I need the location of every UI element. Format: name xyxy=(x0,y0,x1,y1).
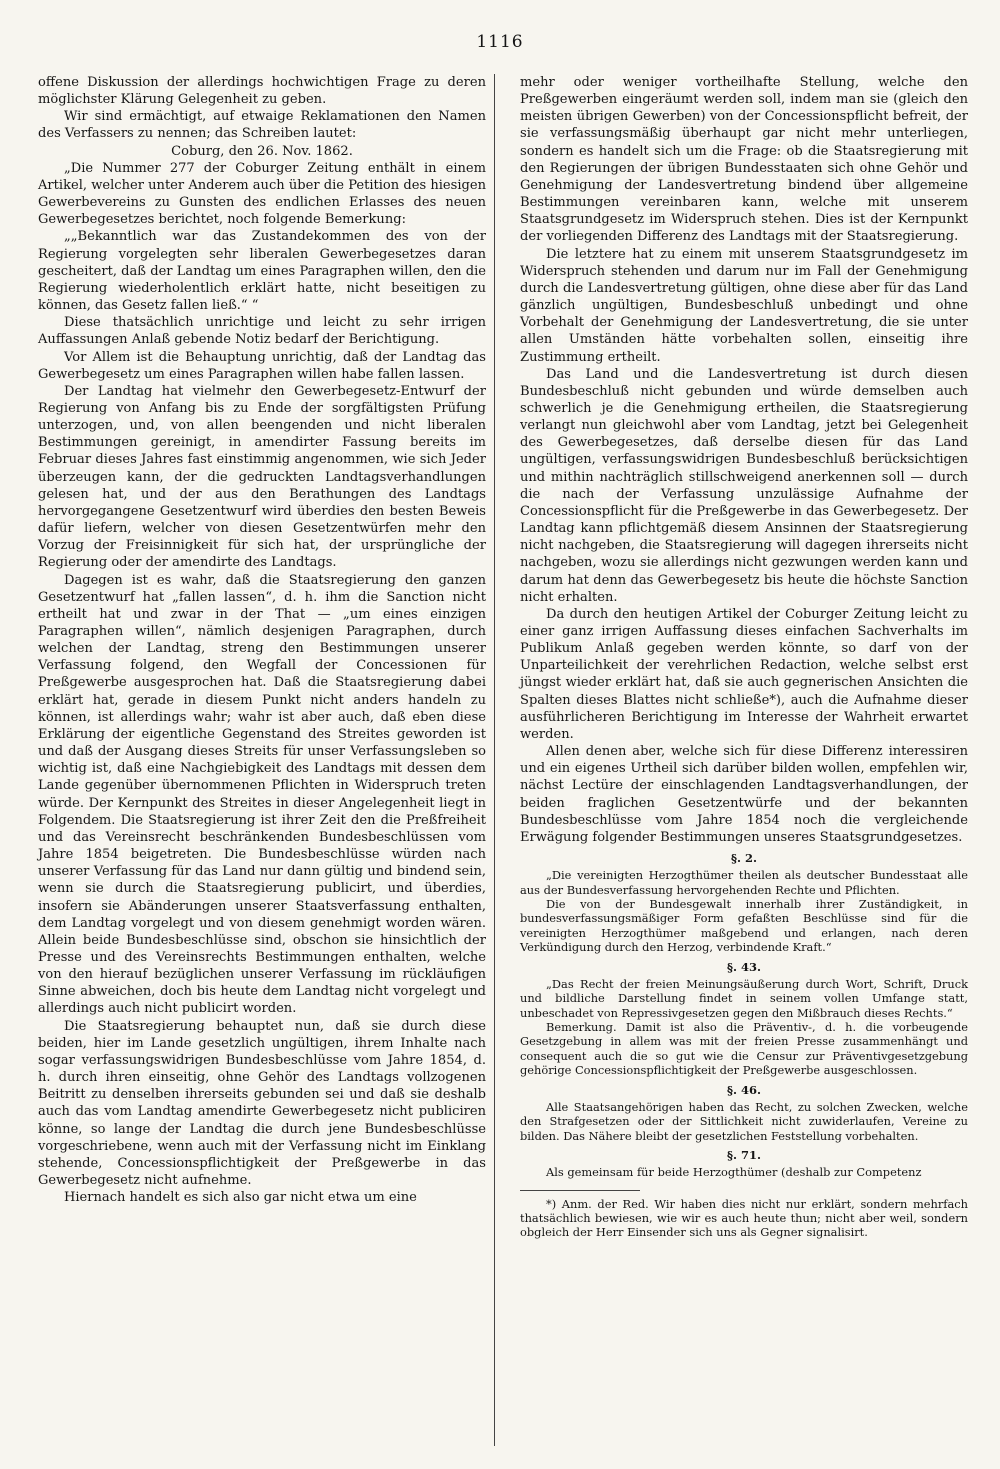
statute-paragraph: Alle Staatsangehörigen haben das Recht, zu solchen Zwecken, welche den Strafgesetzen oder der Sittlichkeit nicht zuwiderlaufen, Vereine zu bilden. Das Nähere bleibt der gesetzlichen Feststellung vorbehalten. xyxy=(520,1099,968,1143)
paragraph: Hiernach handelt es sich also gar nicht etwa um eine xyxy=(64,1190,417,1206)
paragraph: Die letztere hat zu einem mit unserem Staatsgrundgesetz im Widerspruch stehenden und darum nur im Fall der Genehmigung durch die Landesvertretung gültigen, ohne diese aber für das Land gänzlich ungültigen, Bundesbeschluß unbedingt und ohne Vorbehalt der Genehmigung der Landesvertretung, die sie unter allen Umständen hätte vorbehalten sollen, einseitig ihre Zustimmung ertheilt. xyxy=(520,246,968,365)
paragraph: Diese thatsächlich unrichtige und leicht zu sehr irrigen Auffassungen Anlaß gebende Notiz bedarf der Berichtigung. xyxy=(38,315,486,348)
paragraph: Wir sind ermächtigt, auf etwaige Reklamationen den Namen des Verfassers zu nennen; das Schreiben lautet: xyxy=(38,109,486,142)
statute-paragraph: „Das Recht der freien Meinungsäußerung durch Wort, Schrift, Druck und bildliche Darstellung findet in seinem vollen Umfange statt, unbeschadet von Repressivgesetzen gegen den Mißbrauch dieses Rechts.“ xyxy=(520,976,968,1020)
footnote: *) Anm. der Red. Wir haben dies nicht nur erklärt, sondern mehrfach thatsächlich bewiesen, wie wir es auch heute thun; nicht aber weil, sondern obgleich der Herr Einsender sich uns als Gegner signalisirt. xyxy=(520,1196,968,1240)
left-column xyxy=(38,74,486,1206)
statute-paragraph: Als gemeinsam für beide Herzogthümer (deshalb zur Competenz xyxy=(546,1165,922,1180)
section-heading: §. 71. xyxy=(726,1148,762,1162)
paragraph: Allen denen aber, welche sich für diese Differenz interessiren und ein eigenes Urtheil sich darüber bilden wollen, empfehlen wir, nächst Lectüre der einschlagenden Landtagsverhandlungen, der beiden fraglichen Gesetzentwürfe und der bekannten Bundesbeschlüsse vom Jahre 1854 noch die vergleichende Erwägung folgender Bestimmungen unseres Staatsgrundgesetzes. xyxy=(520,744,968,845)
section-heading: §. 43. xyxy=(726,959,762,974)
paragraph: Dagegen ist es wahr, daß die Staatsregierung den ganzen Gesetzentwurf hat „fallen lassen“, d. h. ihm die Sanction nicht ertheilt hat und zwar in der That — „um eines einzigen Paragraphen willen“, nämlich desjenigen Paragraphen, durch welchen der Landtag, streng den Bestimmungen unserer Verfassung folgend, den Wegfall der Concessionen für Preßgewerbe ausgesprochen hat. Daß die Staatsregierung dabei erklärt hat, gerade in diesem Punkt nicht anders handeln zu können, ist allerdings wahr; wahr ist aber auch, daß eben diese Erklärung der eigentliche Gegenstand des Streites geworden ist und daß der Ausgang dieses Streits für unser Verfassungsleben so wichtig ist, daß eine Nachgiebigkeit des Landtags mit dessen dem Lande gegenüber übernommenen Pflichten in Widerspruch treten würde. Der Kernpunkt des Streites in dieser Angelegenheit liegt in Folgendem. Die Staatsregierung ist ihrer Zeit den die Preßfreiheit und das Vereinsrecht beschränkenden Bundesbeschlüssen vom Jahre 1854 beigetreten. Die Bundesbeschlüsse würden nach unserer Verfassung für das Land nur dann gültig und bindend sein, wenn sie durch die Staatsregierung publicirt, und überdies, insofern sie Abänderungen unserer Staatsverfassung enthalten, dem Landtag vorgelegt und von diesem genehmigt worden wären. Allein beide Bundesbeschlüsse sind, obschon sie hinsichtlich der Presse und des Vereinsrechts Bestimmungen enthalten, welche von den hierauf bezüglichen unserer Verfassung im rückläufigen Sinne abweichen, doch bis heute dem Landtag nicht vorgelegt und allerdings auch nicht publicirt worden. xyxy=(38,572,486,1017)
section-heading: §. 2. xyxy=(730,851,758,866)
remark-paragraph: Bemerkung. Damit ist also die Präventiv-, d. h. die vorbeugende Gesetzgebung in allem was mit der freien Presse zusammenhängt und consequent auch die so gut wie die Censur zur Präventivgesetzgebung gehörige Concessionspflichtigkeit der Preßgewerbe ausgeschlossen. xyxy=(520,1020,968,1078)
paragraph: Da durch den heutigen Artikel der Coburger Zeitung leicht zu einer ganz irrigen Auffassung dieses einfachen Sachverhalts im Publikum Anlaß gegeben werden könnte, so darf von der Unparteilichkeit der verehrlichen Redaction, welche selbst erst jüngst wieder erklärt hat, daß sie auch gegnerischen Ansichten die Spalten dieses Blattes nicht schließe*), auch die Aufnahme dieser ausführlicheren Berichtigung im Interesse der Wahrheit erwartet werden. xyxy=(520,606,968,742)
right-column xyxy=(520,74,968,1240)
paragraph: Das Land und die Landesvertretung ist durch diesen Bundesbeschluß nicht gebunden und würde demselben auch schwerlich je die Genehmigung ertheilen, die Staatsregierung verlangt nun gleichwohl aber vom Landtag, jetzt bei Gelegenheit des Gewerbegesetzes, daß derselbe diesen für das Land ungültigen, verfassungswidrigen Bundesbeschluß berücksichtigen und mithin nachträglich stillschweigend anerkennen soll — durch die nach der Verfassung unzulässige Aufnahme der Concessionspflicht für die Preßgewerbe in das Gewerbegesetz. Der Landtag kann pflichtgemäß diesem Ansinnen der Staatsregierung nicht nachgeben, die Staatsregierung will dagegen ihrerseits nicht nachgeben, wozu sie allerdings nicht gezwungen werden kann und darum hat denn das Gewerbegesetz bis heute die höchste Sanction nicht erhalten. xyxy=(520,366,968,605)
paragraph: offene Diskussion der allerdings hochwichtigen Frage zu deren möglichster Klärung Gelegenheit zu geben. xyxy=(38,75,486,108)
page-number: 1116 xyxy=(476,32,524,52)
dateline: Coburg, den 26. Nov. 1862. xyxy=(171,143,353,159)
paragraph: Der Landtag hat vielmehr den Gewerbegesetz-Entwurf der Regierung von Anfang bis zu Ende der sorgfältigsten Prüfung unterzogen, und, von allen beengenden und nicht liberalen Bestimmungen gereinigt, in amendirter Fassung bereits im Februar dieses Jahres fast einstimmig angenommen, wie sich Jeder überzeugen kann, der die gedruckten Landtagsverhandlungen gelesen hat, und der aus den Berathungen des Landtags hervorgegangene Gesetzentwurf wird überdies den besten Beweis dafür liefern, welcher von diesen Gesetzentwürfen mehr den Vorzug der Freisinnigkeit für sich hat, der ursprüngliche der Regierung oder der amendirte des Landtags. xyxy=(38,383,486,571)
section-heading: §. 46. xyxy=(726,1082,762,1097)
paragraph: Vor Allem ist die Behauptung unrichtig, daß der Landtag das Gewerbegesetz um eines Paragraphen willen habe fallen lassen. xyxy=(38,349,486,382)
paragraph: „Die Nummer 277 der Coburger Zeitung enthält in einem Artikel, welcher unter Anderem auch über die Petition des hiesigen Gewerbevereins zu Gunsten des endlichen Erlasses des neuen Gewerbegesetzes berichtet, noch folgende Bemerkung: xyxy=(38,160,486,228)
statute-paragraph: „Die vereinigten Herzogthümer theilen als deutscher Bundesstaat alle aus der Bundesverfassung hervorgehenden Rechte und Pflichten. xyxy=(520,868,968,897)
column-divider xyxy=(494,74,495,1446)
paragraph: mehr oder weniger vortheilhafte Stellung, welche den Preßgewerben eingeräumt werden soll, indem man sie (gleich den meisten übrigen Gewerben) von der Concessionspflicht befreit, der sie verfassungsmäßig überhaupt gar nicht mehr unterliegen, sondern es handelt sich um die Frage: ob die Staatsregierung mit den Regierungen der übrigen Bundesstaaten sich ohne Gehör und Genehmigung der Landesvertretung bindend über allgemeine Bestimmungen vereinbaren kann, welche mit unserem Staatsgrundgesetz im Widerspruch stehen. Dies ist der Kernpunkt der vorliegenden Differenz des Landtags mit der Staatsregierung. xyxy=(520,75,968,245)
paragraph: Die Staatsregierung behauptet nun, daß sie durch diese beiden, hier im Lande gesetzlich ungültigen, ihrem Inhalte nach sogar verfassungswidrigen Bundesbeschlüsse vom Jahre 1854, d. h. durch ihren einseitig, ohne Gehör des Landtags vollzogenen Beitritt zu denselben ihrerseits gebunden sei und daß sie deshalb auch das vom Landtag amendirte Gewerbegesetz nicht publiciren könne, so lange der Landtag die durch jene Bundesbeschlüsse vorgeschriebene, wenn auch mit der Verfassung nicht im Einklang stehende, Concessionspflichtigkeit der Preßgewerbe in das Gewerbegesetz nicht aufnehme. xyxy=(38,1018,486,1188)
statute-paragraph: Die von der Bundesgewalt innerhalb ihrer Zuständigkeit, in bundesverfassungsmäßiger Form gefaßten Beschlüsse sind für die vereinigten Herzogthümer maßgebend und erlangen, nach deren Verkündigung durch den Herzog, verbindende Kraft.“ xyxy=(520,897,968,955)
footnote-rule xyxy=(520,1190,640,1191)
quoted-paragraph: „„Bekanntlich war das Zustandekommen des von der Regierung vorgelegten sehr liberalen Gewerbegesetzes daran gescheitert, daß der Landtag um eines Paragraphen willen, den die Regierung wiederholentlich erklärt hatte, nicht beseitigen zu können, das Gesetz fallen ließ.“ “ xyxy=(38,229,486,314)
